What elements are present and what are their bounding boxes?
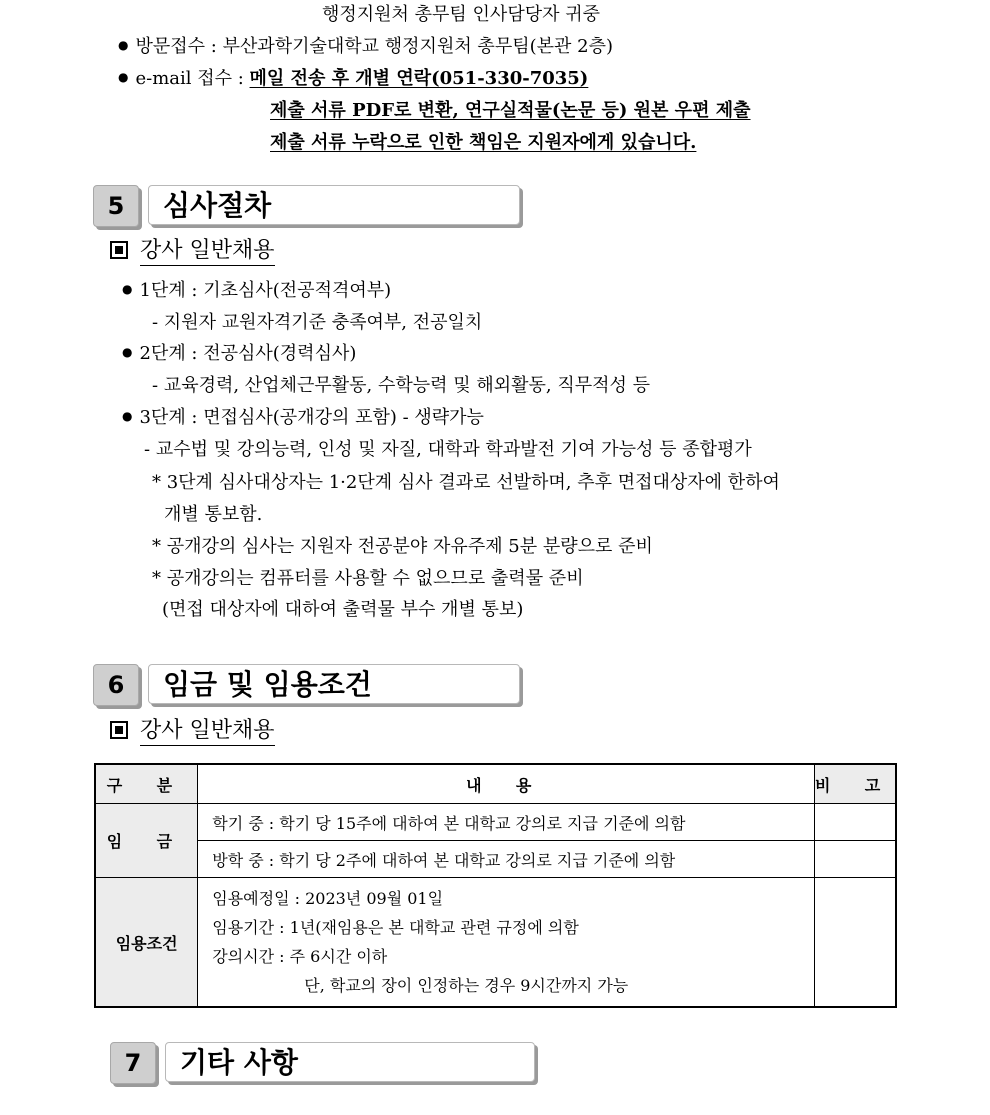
appointment-date: 임용예정일 : 2023년 09월 01일 (212, 889, 444, 908)
header-note: 비 고 (814, 764, 896, 804)
stage-1: ● 1단계 : 기초심사(전공적격여부) (122, 282, 391, 300)
section-7-number: 7 (110, 1042, 156, 1084)
square-bullet-icon (110, 721, 128, 739)
email-item: ● e-mail 접수 : 메일 전송 후 개별 연락(051-330-7035) (118, 70, 588, 88)
wage-label: 임 금 (95, 804, 198, 878)
condition-content (198, 878, 814, 1008)
table-row (95, 804, 896, 841)
condition-note (814, 878, 896, 1008)
table-row (95, 878, 896, 1008)
section-6-title: 임금 및 임용조건 (148, 664, 520, 704)
salary-conditions-table (94, 763, 897, 1008)
stage-1-detail: - 지원자 교원자격기준 충족여부, 전공일치 (152, 312, 483, 333)
wage-vacation-note (814, 841, 896, 878)
section-6-subtitle: 강사 일반채용 (110, 720, 275, 742)
condition-label: 임용조건 (95, 878, 198, 1008)
wage-vacation: 방학 중 : 학기 당 2주에 대하여 본 대학교 강의로 지급 기준에 의함 (198, 841, 814, 878)
note-2: * 공개강의 심사는 지원자 전공분야 자유주제 5분 분량으로 준비 (152, 536, 653, 557)
lecture-hours: 강의시간 : 주 6시간 이하 (212, 947, 388, 966)
email-line-1: 메일 전송 후 개별 연락(051-330-7035) (249, 68, 589, 89)
recipient-line: 행정지원처 총무팀 인사담당자 귀중 (322, 4, 600, 25)
lecture-hours-exception: 단, 학교의 장이 인정하는 경우 9시간까지 가능 (304, 976, 629, 995)
email-line-2: 제출 서류 PDF로 변환, 연구실적물(논문 등) 원본 우편 제출 (270, 100, 751, 121)
square-bullet-icon (110, 241, 128, 259)
visit-label: 방문접수 (135, 36, 206, 57)
table-header-row (95, 764, 896, 804)
note-3a: * 공개강의는 컴퓨터를 사용할 수 없으므로 출력물 준비 (152, 568, 584, 589)
table-row (95, 841, 896, 878)
wage-semester: 학기 중 : 학기 당 15주에 대하여 본 대학교 강의로 지급 기준에 의함 (198, 804, 814, 841)
visit-text: 부산과학기술대학교 행정지원처 총무팀(본관 2층) (222, 36, 613, 57)
section-5-title: 심사절차 (148, 185, 520, 225)
email-label: e-mail 접수 (135, 68, 233, 89)
note-1a: * 3단계 심사대상자는 1·2단계 심사 결과로 선발하며, 추후 면접대상자에 한하여 (152, 472, 780, 493)
section-5-number: 5 (93, 185, 139, 227)
stage-3-detail: - 교수법 및 강의능력, 인성 및 자질, 대학과 학과발전 기여 가능성 등 종합평가 (144, 439, 752, 460)
wage-semester-note (814, 804, 896, 841)
note-3b: (면접 대상자에 대하여 출력물 부수 개별 통보) (162, 599, 524, 620)
section-5-subtitle: 강사 일반채용 (110, 240, 275, 262)
section-7-title: 기타 사항 (165, 1042, 535, 1082)
stage-2-detail: - 교육경력, 산업체근무활동, 수학능력 및 해외활동, 직무적성 등 (152, 375, 650, 396)
appointment-period: 임용기간 : 1년(재임용은 본 대학교 관련 규정에 의함 (212, 918, 579, 937)
note-1b: 개별 통보함. (164, 504, 263, 525)
email-line-3: 제출 서류 누락으로 인한 책임은 지원자에게 있습니다. (270, 132, 697, 153)
visit-item: ● 방문접수 : 부산과학기술대학교 행정지원처 총무팀(본관 2층) (118, 38, 613, 56)
header-category: 구 분 (95, 764, 198, 804)
stage-2: ● 2단계 : 전공심사(경력심사) (122, 345, 356, 363)
section-6-number: 6 (93, 664, 139, 706)
stage-3: ● 3단계 : 면접심사(공개강의 포함) - 생략가능 (122, 409, 484, 427)
header-content: 내 용 (198, 764, 814, 804)
